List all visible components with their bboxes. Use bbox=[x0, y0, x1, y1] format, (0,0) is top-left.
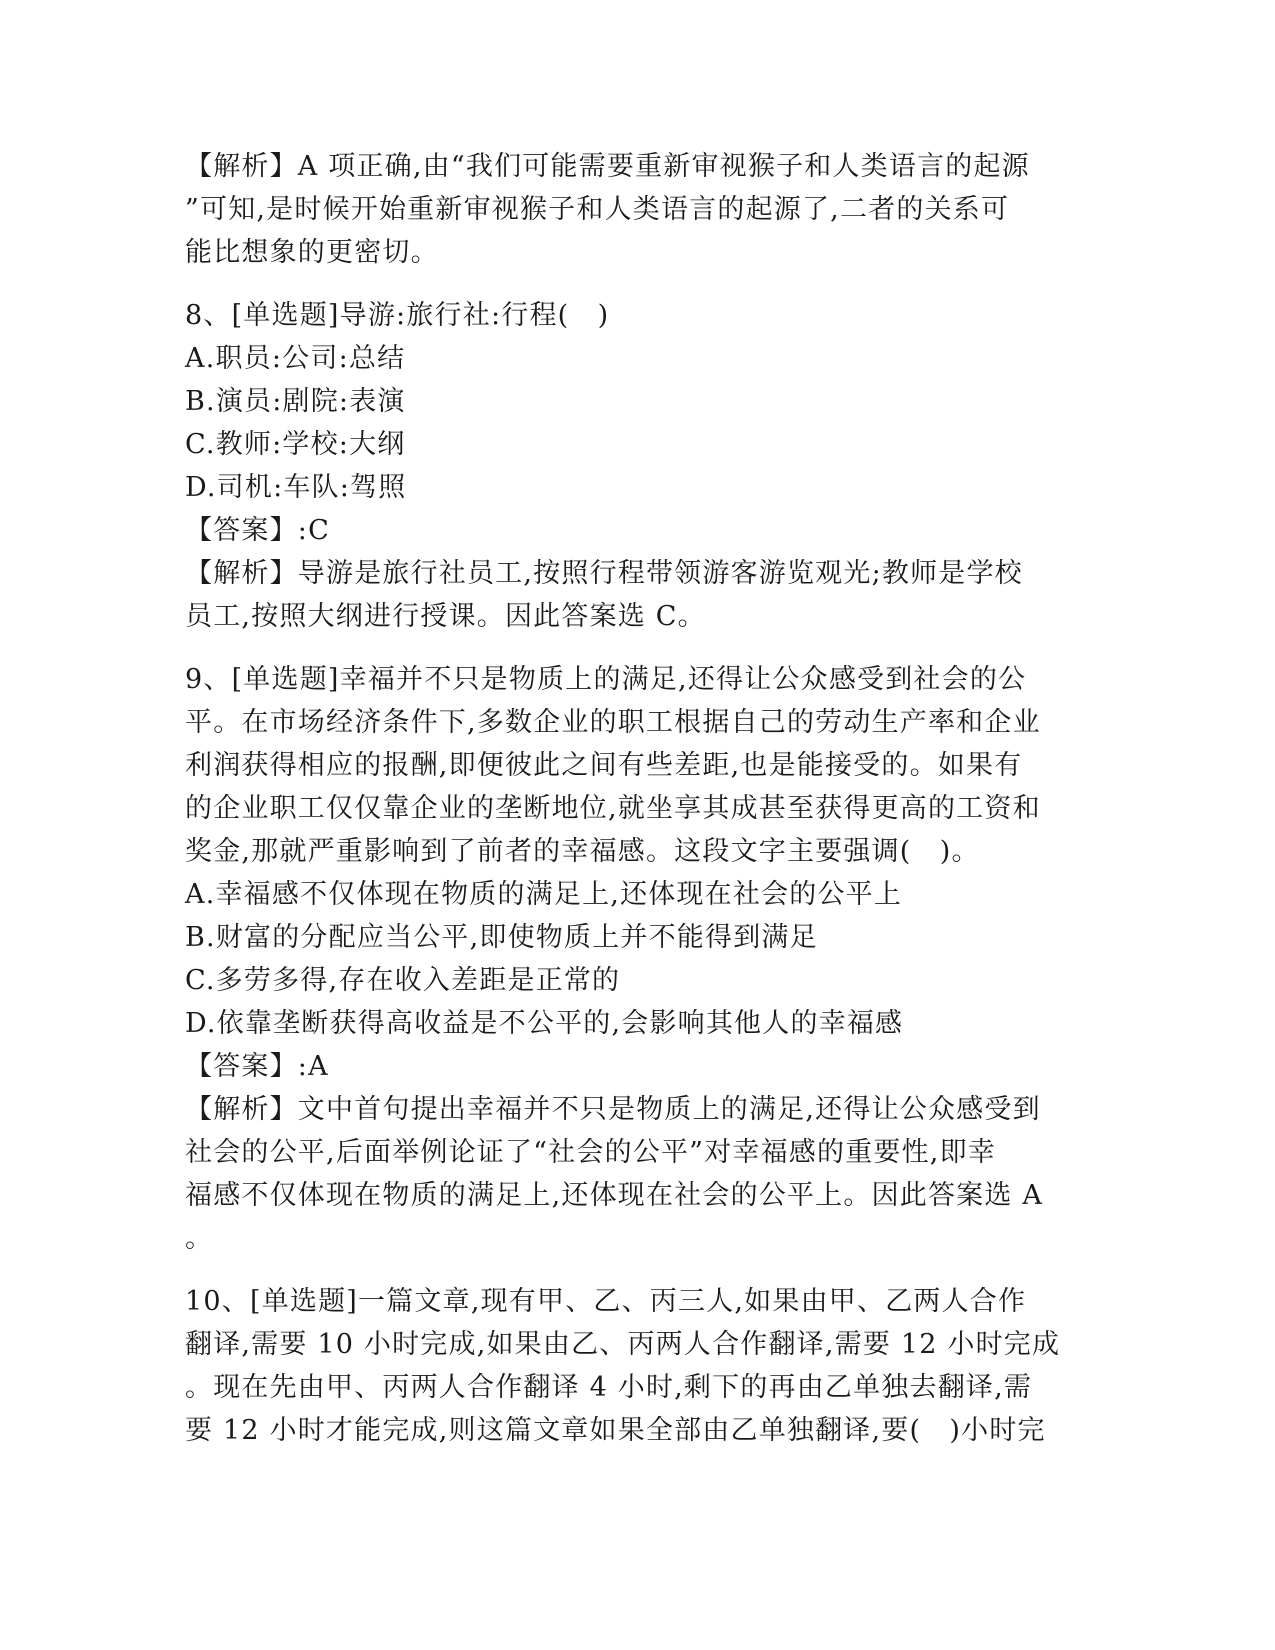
question-stem-line: 的企业职工仅仅靠企业的垄断地位,就坐享其成甚至获得更高的工资和 bbox=[185, 793, 1041, 824]
question-stem-line: 平。在市场经济条件下,多数企业的职工根据自己的劳动生产率和企业 bbox=[185, 707, 1041, 738]
analysis-line: 。 bbox=[185, 1223, 214, 1254]
question-8 bbox=[185, 294, 1090, 638]
question-stem-line: 翻译,需要 10 小时完成,如果由乙、丙两人合作翻译,需要 12 小时完成 bbox=[185, 1329, 1061, 1360]
option-b: B.演员:剧院:表演 bbox=[185, 386, 406, 417]
q7-analysis bbox=[185, 145, 1090, 274]
option-c: C.教师:学校:大纲 bbox=[185, 429, 406, 460]
answer: 【答案】:C bbox=[185, 515, 330, 546]
document-page bbox=[185, 145, 1090, 1452]
option-d: D.依靠垄断获得高收益是不公平的,会影响其他人的幸福感 bbox=[185, 1008, 904, 1039]
question-stem-line: 要 12 小时才能完成,则这篇文章如果全部由乙单独翻译,要( )小时完 bbox=[185, 1415, 1046, 1446]
option-a: A.职员:公司:总结 bbox=[185, 343, 406, 374]
analysis-line: 【解析】导游是旅行社员工,按照行程带领游客游览观光;教师是学校 bbox=[185, 558, 1023, 589]
option-c: C.多劳多得,存在收入差距是正常的 bbox=[185, 965, 621, 996]
analysis-line: 福感不仅体现在物质的满足上,还体现在社会的公平上。因此答案选 A bbox=[185, 1180, 1044, 1211]
analysis-line: 员工,按照大纲进行授课。因此答案选 C。 bbox=[185, 601, 706, 632]
analysis-line: 社会的公平,后面举例论证了“社会的公平”对幸福感的重要性,即幸 bbox=[185, 1137, 996, 1168]
analysis-line: ”可知,是时候开始重新审视猴子和人类语言的起源了,二者的关系可 bbox=[185, 194, 1010, 225]
question-stem-line: 。现在先由甲、丙两人合作翻译 4 小时,剩下的再由乙单独去翻译,需 bbox=[185, 1372, 1033, 1403]
option-d: D.司机:车队:驾照 bbox=[185, 472, 407, 503]
question-stem-line: 利润获得相应的报酬,即便彼此之间有些差距,也是能接受的。如果有 bbox=[185, 750, 1023, 781]
question-9 bbox=[185, 658, 1090, 1260]
question-stem-line: 10、[单选题]一篇文章,现有甲、乙、丙三人,如果由甲、乙两人合作 bbox=[185, 1286, 1027, 1317]
option-b: B.财富的分配应当公平,即使物质上并不能得到满足 bbox=[185, 922, 818, 953]
analysis-line: 能比想象的更密切。 bbox=[185, 237, 439, 268]
answer: 【答案】:A bbox=[185, 1051, 329, 1082]
question-stem: 8、[单选题]导游:旅行社:行程( ) bbox=[185, 300, 610, 331]
question-stem-line: 9、[单选题]幸福并不只是物质上的满足,还得让公众感受到社会的公 bbox=[185, 664, 1027, 695]
question-stem-line: 奖金,那就严重影响到了前者的幸福感。这段文字主要强调( )。 bbox=[185, 836, 980, 867]
option-a: A.幸福感不仅体现在物质的满足上,还体现在社会的公平上 bbox=[185, 879, 903, 910]
question-10 bbox=[185, 1280, 1090, 1452]
analysis-line: 【解析】文中首句提出幸福并不只是物质上的满足,还得让公众感受到 bbox=[185, 1094, 1041, 1125]
analysis-line: 【解析】A 项正确,由“我们可能需要重新审视猴子和人类语言的起源 bbox=[185, 151, 1030, 182]
